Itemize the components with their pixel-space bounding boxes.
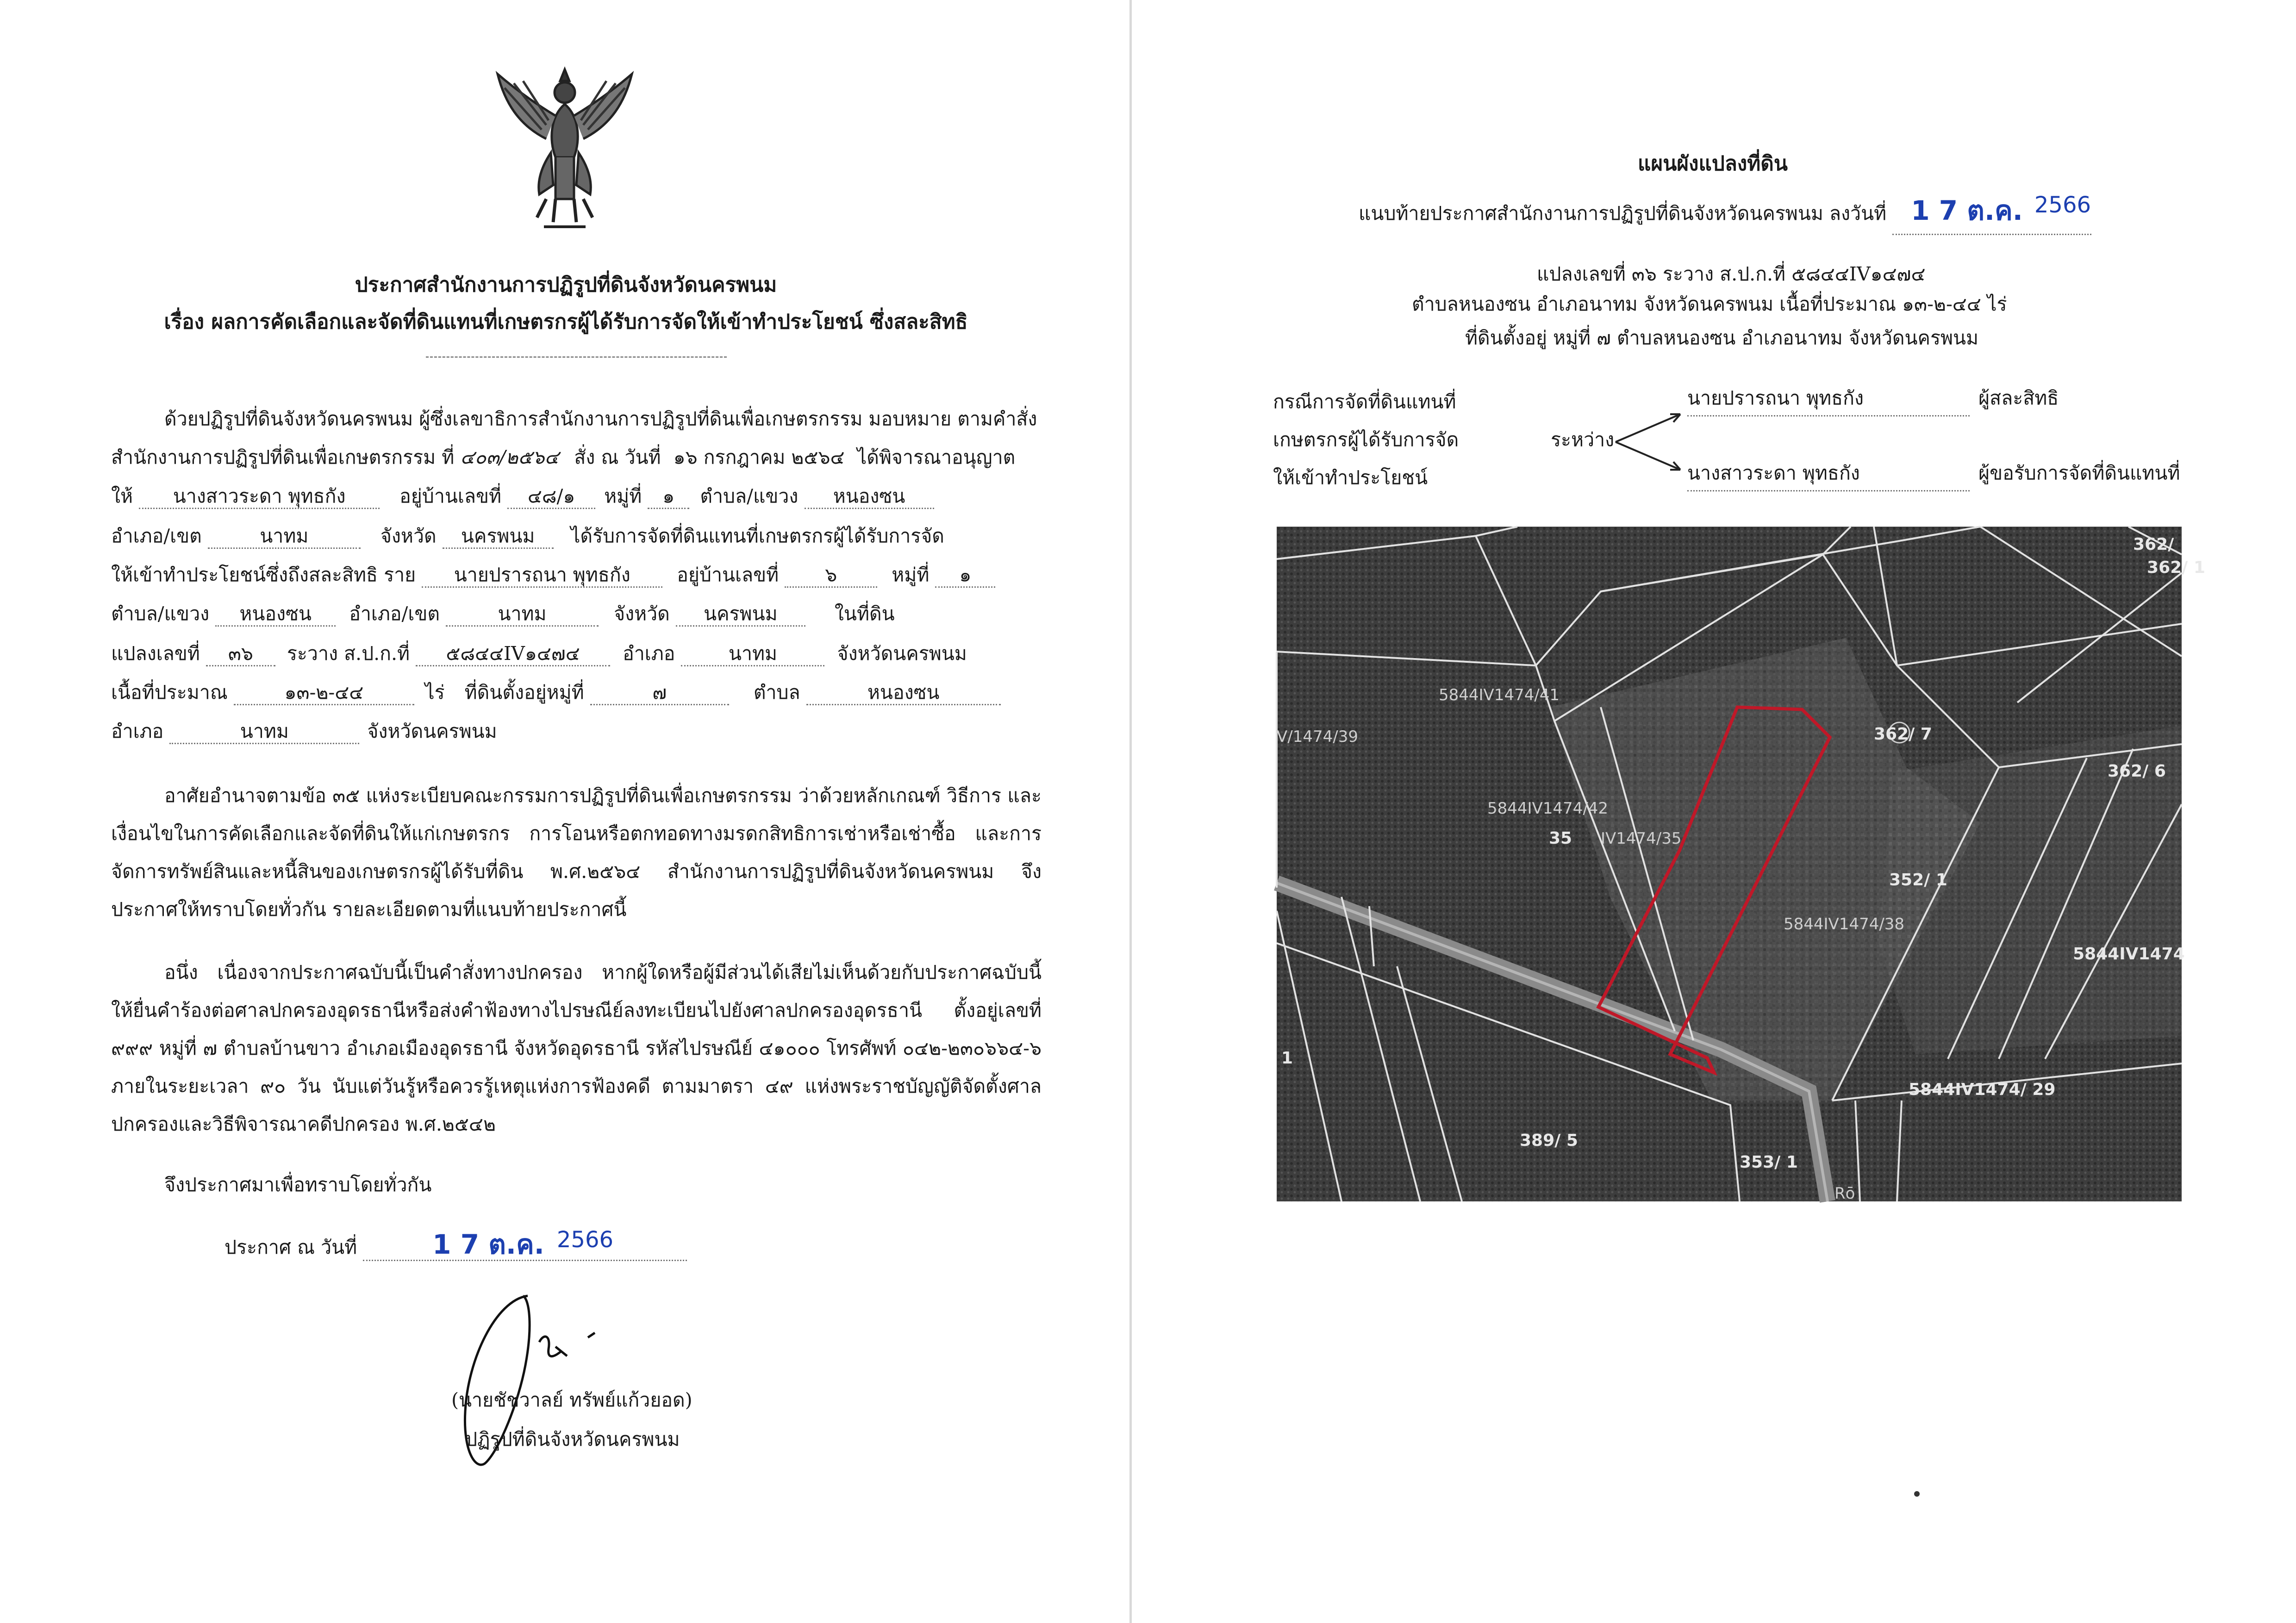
p1-label: จังหวัดนครพนม — [367, 720, 497, 742]
p1-label: อยู่บ้านเลขที่ — [399, 485, 502, 507]
p1-label: ไร่ — [424, 681, 445, 703]
p1-label: อยู่บ้านเลขที่ — [677, 564, 779, 586]
plot-area: ๑๓-๒-๔๔ — [234, 683, 414, 705]
party-recipient-row — [1687, 458, 2180, 491]
announcement-page — [0, 0, 1132, 1623]
map-sheet: ๕๘๔๔IV๑๔๗๔ — [416, 644, 610, 666]
plan-subtitle-row — [1359, 189, 2091, 235]
case-line-3: ให้เข้าทำประโยชน์ — [1273, 466, 1428, 489]
p1-label: อำเภอ — [111, 720, 164, 742]
plot-amphoe-2: นาทม — [169, 722, 359, 744]
plan-title: แผนผังแปลงที่ดิน — [1638, 152, 1788, 175]
garuda-emblem-icon — [491, 60, 639, 241]
waiver-moo: ๑ — [935, 566, 995, 588]
party-recipient-name: นางสาวระดา พุทธกัง — [1687, 458, 1970, 491]
map-label: 35 — [1549, 829, 1572, 848]
recipient-house: ๔๘/๑ — [507, 487, 595, 509]
map-label: 362/ 6 — [2108, 762, 2166, 781]
p1-label: ให้ — [111, 485, 133, 507]
announcement-title: ประกาศสำนักงานการปฏิรูปที่ดินจังหวัดนครพนม — [355, 273, 777, 297]
title-divider — [426, 356, 727, 358]
recipient-moo: ๑ — [648, 487, 689, 509]
p1-label: เนื้อที่ประมาณ — [111, 681, 228, 703]
plan-plot-line: แปลงเลขที่ ๓๖ ระวาง ส.ป.ก.ที่ ๕๘๔๔IV๑๔๗๔ — [1537, 263, 1926, 285]
p1-label: สั่ง ณ วันที่ — [574, 446, 661, 468]
p1-text: ด้วยปฏิรูปที่ดินจังหวัดนครพนม ผู้ซึ่งเลขาธิการสำนักงานการปฏิรูปที่ดินเพื่อเกษตรกรรม มอบหมาย ตามคำสั่ง — [164, 408, 1037, 430]
speck-dot — [1914, 1491, 1920, 1497]
p1-line-2 — [111, 448, 1037, 467]
p1-line-8 — [111, 683, 1037, 705]
map-label: 353/ 1 — [1740, 1153, 1798, 1172]
map-label: 5844IV1474 — [2073, 945, 2185, 964]
p1-label: จังหวัด — [380, 525, 437, 547]
between-label: ระหว่าง — [1551, 429, 1615, 451]
paragraph-appeal: อนึ่ง เนื่องจากประกาศฉบับนี้เป็นคำสั่งทางปกครอง หากผู้ใดหรือผู้มีส่วนได้เสียไม่เห็นด้วยกับประกาศฉบับนี้ ให้ยื่นคำร้องต่อศาลปกครองอุดรธานีหรือส่งคำฟ้องทางไปรษณีย์ลงทะเบียนไปยังศาลปกครองอุดรธานี ตั้งอยู่เลขที่ ๙๙๙ หมู่ที่ ๗ ตำบลบ้านขาว อำเภอเมืองอุดรธานี จังหวัดอุดรธานี รหัสไปรษณีย์ ๔๑๐๐๐ โทรศัพท์ ๐๔๒-๒๓๐๖๖๔-๖ ภายในระยะเวลา ๙๐ วัน นับแต่วันรู้หรือควรรู้เหตุแห่งการฟ้องคดี ตามมาตรา ๔๙ แห่งพระราชบัญญัติจัดตั้งศาลปกครองและวิธีพิจารณาคดีปกครอง พ.ศ.๒๕๔๒ — [111, 961, 1042, 1135]
p1-line-1 — [111, 410, 1090, 429]
plot-tambon: หนองซน — [806, 683, 1001, 705]
recipient-amphoe: นาทม — [208, 527, 361, 549]
p1-line-9 — [111, 722, 1037, 744]
p1-label: หมู่ที่ — [892, 564, 930, 586]
p1-label: อำเภอ/เขต — [111, 525, 202, 547]
aerial-plot-map — [1277, 527, 2205, 1203]
map-label: 5844IV1474/41 — [1439, 686, 1560, 704]
plan-date-stamp — [1892, 189, 2091, 235]
waiver-house: ๖ — [785, 566, 877, 588]
map-label: V/1474/39 — [1277, 728, 1358, 746]
map-label: 362/ 7 — [1874, 725, 1932, 744]
case-line-2: เกษตรกรผู้ได้รับการจัด — [1273, 429, 1459, 451]
recipient-tambon: หนองซน — [805, 487, 934, 509]
recipient-name: นางสาวระดา พุทธกัง — [139, 487, 380, 509]
map-label: 389/ 5 — [1520, 1131, 1578, 1150]
party-waiver-role: ผู้สละสิทธิ — [1978, 387, 2059, 409]
closing-line — [111, 1175, 1090, 1194]
map-label: 352/ 1 — [1889, 871, 1947, 889]
p1-line-6 — [111, 604, 1037, 627]
plot-amphoe: นาทม — [681, 644, 824, 666]
p1-line-5 — [111, 566, 1037, 588]
p1-label: ที่ดินตั้งอยู่หมู่ที่ — [464, 681, 584, 703]
p1-label: ได้พิจารณาอนุญาต — [857, 446, 1016, 468]
map-label: 5844IV1474/42 — [1487, 799, 1609, 818]
party-waiver-row — [1687, 383, 2059, 417]
signature-icon — [440, 1287, 680, 1481]
plan-area-line: ตำบลหนองซน อำเภอนาทม จังหวัดนครพนม เนื้อที่ประมาณ ๑๓-๒-๔๔ ไร่ — [1412, 293, 2007, 315]
waiver-amphoe: นาทม — [446, 604, 599, 627]
order-date: ๑๖ กรกฎาคม ๒๕๖๔ — [673, 446, 845, 468]
p1-label: จังหวัด — [614, 603, 670, 625]
map-label: 362/ 1 — [2147, 558, 2205, 577]
map-label: 5844IV1474/38 — [1784, 915, 1905, 933]
between-arrows-icon — [1611, 403, 1694, 481]
p1-label: ระวาง ส.ป.ก.ที่ — [287, 642, 410, 665]
plot-number: ๓๖ — [206, 644, 275, 666]
map-label: 5844IV1474/ 29 — [1909, 1080, 2056, 1099]
p1-label: ตำบล/แขวง — [700, 485, 799, 507]
waiver-province: นครพนม — [676, 604, 805, 627]
plan-location-line: ที่ดินตั้งอยู่ หมู่ที่ ๗ ตำบลหนองซน อำเภอนาทม จังหวัดนครพนม — [1465, 327, 1979, 349]
p1-line-7 — [111, 644, 1037, 666]
case-line-1: กรณีการจัดที่ดินแทนที่ — [1273, 391, 1456, 413]
waiver-name: นายปรารถนา พุทธกัง — [422, 566, 662, 588]
p1-label: สำนักงานการปฏิรูปที่ดินเพื่อเกษตรกรรม ที่ — [111, 446, 455, 468]
plan-subtitle: แนบท้ายประกาศสำนักงานการปฏิรูปที่ดินจังหวัดนครพนม ลงวันที่ — [1359, 202, 1887, 224]
closing-text: จึงประกาศมาเพื่อทราบโดยทั่วกัน — [164, 1174, 432, 1196]
announce-date-row — [225, 1227, 1150, 1261]
recipient-province: นครพนม — [443, 527, 554, 549]
waiver-tambon: หนองซน — [215, 604, 336, 627]
p1-label: อำเภอ — [623, 642, 675, 665]
party-recipient-role: ผู้ขอรับการจัดที่ดินแทนที่ — [1978, 462, 2180, 484]
signer-name: (นายชัชวาลย์ ทรัพย์แก้วยอด) — [451, 1389, 693, 1411]
p1-line-3 — [111, 487, 1037, 509]
map-label: 1 — [1281, 1049, 1293, 1068]
stamp-year: 2566 — [556, 1227, 614, 1253]
order-number: ๔๐๓/๒๕๖๔ — [460, 446, 559, 468]
p1-label: ตำบล/แขวง — [111, 603, 210, 625]
p1-label: จังหวัดนครพนม — [837, 642, 967, 665]
plot-moo: ๗ — [590, 683, 729, 705]
p1-label: ตำบล — [753, 681, 800, 703]
map-label: Rō — [1834, 1184, 1855, 1203]
p1-label: แปลงเลขที่ — [111, 642, 200, 665]
p1-label: ได้รับการจัดที่ดินแทนที่เกษตรกรผู้ได้รับการจัด — [570, 525, 944, 547]
date-stamp — [363, 1227, 687, 1261]
map-label: 362/ — [2133, 535, 2174, 554]
p1-label: หมู่ที่ — [604, 485, 642, 507]
date-label: ประกาศ ณ วันที่ — [225, 1236, 357, 1258]
stamp-day-month: 1 7 ต.ค. — [432, 1229, 544, 1260]
p1-label: ในที่ดิน — [834, 603, 895, 625]
p1-label: อำเภอ/เขต — [349, 603, 440, 625]
map-canvas — [1277, 527, 2205, 1203]
signer-position: ปฏิรูปที่ดินจังหวัดนครพนม — [465, 1428, 680, 1450]
plan-stamp-day-month: 1 7 ต.ค. — [1911, 195, 2023, 226]
map-label: IV1474/35 — [1601, 829, 1682, 848]
party-waiver-name: นายปรารถนา พุทธกัง — [1687, 383, 1970, 417]
p1-label: ให้เข้าทำประโยชน์ซึ่งถึงสละสิทธิ ราย — [111, 564, 416, 586]
announcement-subject: เรื่อง ผลการคัดเลือกและจัดที่ดินแทนที่เกษตรกรผู้ได้รับการจัดให้เข้าทำประโยชน์ ซึ่งสละสิทธิ — [164, 310, 968, 334]
paragraph-authority: อาศัยอำนาจตามข้อ ๓๕ แห่งระเบียบคณะกรรมการปฏิรูปที่ดินเพื่อเกษตรกรรม ว่าด้วยหลักเกณฑ์ วิธีการ และเงื่อนไขในการคัดเลือกและจัดที่ดินให้แก่เกษตรกร การโอนหรือตกทอดทางมรดกสิทธิการเช่าหรือเช่าซื้อ และการจัดการทรัพย์สินและหนี้สินของเกษตรกรผู้ได้รับที่ดิน พ.ศ.๒๕๖๔ สำนักงานการปฏิรูปที่ดินจังหวัดนครพนม จึงประกาศให้ทราบโดยทั่วกัน รายละเอียดตามที่แนบท้ายประกาศนี้ — [111, 784, 1042, 920]
plan-stamp-year: 2566 — [2034, 192, 2091, 218]
p1-line-4 — [111, 527, 1037, 549]
